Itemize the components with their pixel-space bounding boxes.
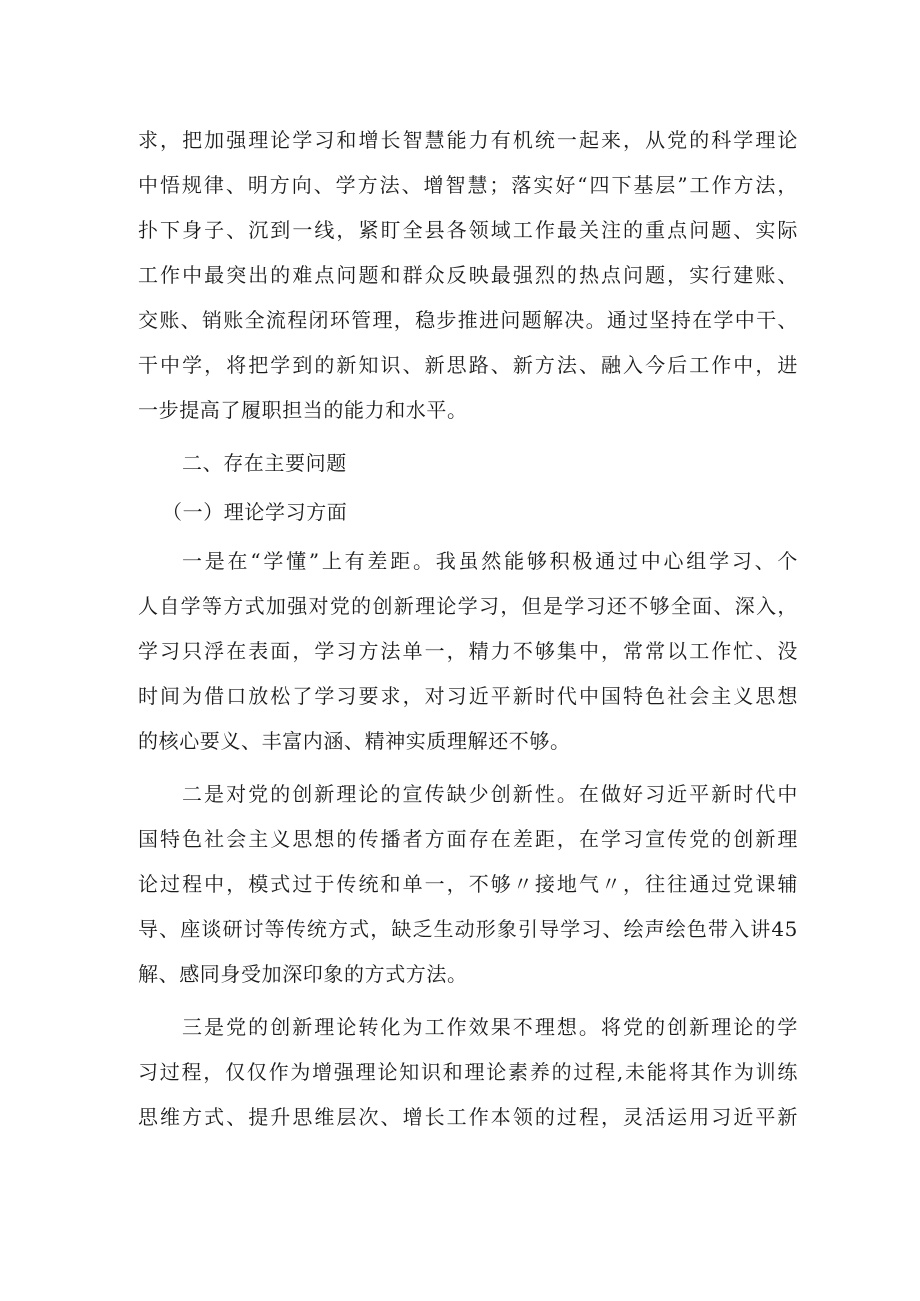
document-body <box>138 118 798 1140</box>
text-line: 的核心要义、丰富内涵、精神实质理解还不够。 <box>138 729 571 753</box>
text-line: 习过程，仅仅作为增强理论知识和理论素养的过程,未能将其作为训练 <box>138 1060 798 1084</box>
text-line: 一是在“学懂”上有差距。我虽然能够积极通过中心组学习、个 <box>182 549 798 573</box>
text-line: 学习只浮在表面，学习方法单一，精力不够集中，常常以工作忙、没 <box>138 639 798 663</box>
text-line: 扑下身子、沉到一线，紧盯全县各领域工作最关注的重点问题、实际 <box>138 218 798 242</box>
text-line: 三是党的创新理论转化为工作效果不理想。将党的创新理论的学 <box>182 1015 798 1039</box>
subheading-text: （一）理论学习方面 <box>162 500 348 524</box>
text-line: 工作中最突出的难点问题和群众反映最强烈的热点问题，实行建账、 <box>138 263 798 287</box>
subsection-heading <box>138 490 798 535</box>
text-line: 求，把加强理论学习和增长智慧能力有机统一起来，从党的科学理论 <box>138 128 798 152</box>
text-line: 国特色社会主义思想的传播者方面存在差距，在学习宣传党的创新理 <box>138 827 798 851</box>
heading-text: 二、存在主要问题 <box>182 451 347 475</box>
paragraph-three <box>138 1005 798 1140</box>
text-line: 导、座谈研讨等传统方式，缺乏生动形象引导学习、绘声绘色带入讲45 <box>138 917 798 941</box>
text-line: 干中学，将把学到的新知识、新思路、新方法、融入今后工作中，进 <box>138 353 798 377</box>
text-line: 二是对党的创新理论的宣传缺少创新性。在做好习近平新时代中 <box>182 782 798 806</box>
paragraph-intro <box>138 118 798 433</box>
text-line: 时间为借口放松了学习要求，对习近平新时代中国特色社会主义思想 <box>138 684 798 708</box>
text-line: 解、感同身受加深印象的方式方法。 <box>138 962 468 986</box>
paragraph-one <box>138 539 798 764</box>
text-line: 人自学等方式加强对党的创新理论学习，但是学习还不够全面、深入， <box>138 594 798 618</box>
text-line: 中悟规律、明方向、学方法、增智慧；落实好“四下基层”工作方法， <box>138 173 798 197</box>
text-line: 思维方式、提升思维层次、增长工作本领的过程，灵活运用习近平新 <box>138 1105 798 1129</box>
paragraph-two <box>138 772 798 997</box>
text-line: 论过程中，模式过于传统和单一，不够〃接地气〃，往往通过党课辅 <box>138 872 798 896</box>
text-line: 交账、销账全流程闭环管理，稳步推进问题解决。通过坚持在学中干、 <box>138 308 798 332</box>
section-heading <box>138 441 798 486</box>
text-line: 一步提高了履职担当的能力和水平。 <box>138 398 468 422</box>
